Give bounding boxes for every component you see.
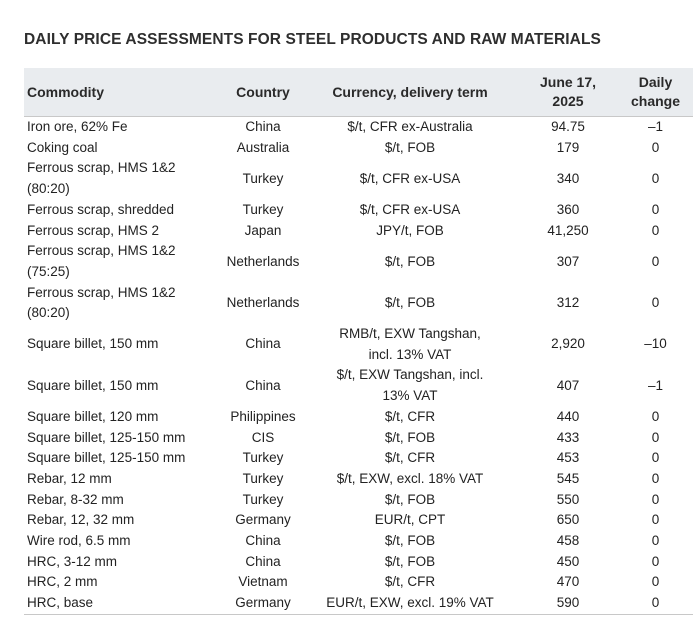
header-date-line1: June 17, (539, 74, 597, 90)
country-cell: Vietnam (238, 574, 288, 590)
currency-cell (302, 469, 518, 490)
currency-cell (302, 158, 518, 199)
commodity-cell-line: Rebar, 12 mm (27, 470, 112, 486)
commodity-cell (24, 365, 224, 406)
commodity-cell-line: HRC, base (27, 595, 94, 611)
table-row (24, 138, 693, 159)
commodity-cell (24, 158, 224, 199)
currency-cell (302, 510, 518, 531)
commodity-cell (24, 531, 224, 552)
currency-cell (302, 552, 518, 573)
commodity-cell (24, 221, 224, 242)
currency-cell-line: $/t, CFR (384, 408, 436, 424)
commodity-cell-line: Square billet, 125-150 mm (27, 450, 186, 466)
table-row (24, 593, 693, 614)
commodity-cell (24, 324, 224, 365)
currency-cell-line: $/t, FOB (384, 139, 436, 155)
currency-cell (302, 531, 518, 552)
country-cell: Turkey (242, 470, 284, 486)
header-row (24, 68, 693, 117)
commodity-cell-line: Square billet, 125-150 mm (27, 429, 186, 445)
table-row (24, 448, 693, 469)
header-daily-change (618, 68, 693, 117)
price-cell: 450 (556, 553, 580, 569)
price-cell: 179 (556, 139, 580, 155)
country-cell: Germany (224, 593, 302, 614)
table-row (24, 490, 693, 511)
currency-cell-line: 13% VAT (382, 388, 438, 404)
table-body (24, 117, 693, 615)
commodity-cell (24, 428, 224, 449)
commodity-cell-line: Wire rod, 6.5 mm (27, 533, 131, 549)
country-cell: China (245, 336, 281, 352)
commodity-cell-line: Coking coal (27, 139, 98, 155)
commodity-cell-line: HRC, 3-12 mm (27, 553, 118, 569)
currency-cell-line: $/t, FOB (384, 294, 436, 310)
currency-cell-line: $/t, CFR (384, 574, 436, 590)
header-change-line2: change (630, 93, 680, 109)
table-header (24, 68, 693, 117)
commodity-cell-line: Square billet, 150 mm (27, 377, 159, 393)
price-cell: 440 (556, 408, 580, 424)
commodity-cell-line: Ferrous scrap, HMS 2 (27, 222, 160, 238)
currency-cell-line: $/t, FOB (384, 429, 436, 445)
country-cell: Japan (244, 222, 282, 238)
table-row (24, 221, 693, 242)
country-cell: Germany (235, 512, 291, 528)
price-cell: 360 (556, 201, 580, 217)
currency-cell (302, 283, 518, 324)
commodity-cell (24, 138, 224, 159)
daily-change-cell: 0 (651, 553, 660, 569)
table-row (24, 283, 693, 324)
table-title: DAILY PRICE ASSESSMENTS FOR STEEL PRODUCTS AND RAW MATERIALS (24, 31, 601, 48)
country-cell: Philippines (230, 408, 296, 424)
country-cell: China (245, 119, 281, 134)
commodity-cell-line: Ferrous scrap, HMS 1&2 (27, 243, 176, 259)
price-cell: 2,920 (551, 336, 585, 352)
country-cell: CIS (251, 429, 275, 445)
header-currency: Currency, delivery term (302, 68, 518, 117)
commodity-cell (24, 117, 224, 138)
table-row (24, 158, 693, 199)
table-row (24, 324, 693, 365)
currency-cell-line: $/t, FOB (384, 533, 436, 549)
table-row (24, 365, 693, 406)
country-cell: Turkey (242, 450, 284, 466)
commodity-cell-line: Iron ore, 62% Fe (27, 119, 128, 134)
header-country: Country (224, 68, 302, 117)
currency-cell (302, 365, 518, 406)
currency-cell-line: $/t, FOB (384, 553, 436, 569)
header-change-line1: Daily (638, 74, 673, 90)
price-cell: 650 (556, 512, 580, 528)
currency-cell (302, 490, 518, 511)
country-cell: Turkey (242, 170, 284, 186)
daily-change-cell: 0 (651, 512, 660, 528)
table-row (24, 572, 693, 593)
currency-cell-line: $/t, CFR ex-USA (359, 170, 461, 186)
country-cell: Australia (236, 139, 290, 155)
commodity-cell (24, 241, 224, 282)
daily-change-cell: –10 (644, 336, 667, 352)
table-row (24, 200, 693, 221)
commodity-cell-line: Square billet, 150 mm (27, 336, 159, 352)
price-table (24, 68, 693, 615)
header-date (518, 68, 618, 117)
currency-cell-line: $/t, EXW Tangshan, incl. (336, 367, 484, 383)
daily-change-cell: 0 (651, 574, 660, 590)
currency-cell-line: RMB/t, EXW Tangshan, (339, 326, 481, 342)
table-row (24, 407, 693, 428)
daily-change-cell: 0 (651, 429, 660, 445)
table-row (24, 117, 693, 138)
table-row (24, 469, 693, 490)
daily-change-cell: 0 (651, 470, 660, 486)
daily-change-cell: –1 (647, 119, 664, 134)
daily-change-cell: 0 (651, 253, 660, 269)
currency-cell (302, 221, 518, 242)
country-cell: Turkey (242, 201, 284, 217)
price-cell: 312 (556, 294, 580, 310)
commodity-cell-line: Ferrous scrap, HMS 1&2 (27, 160, 176, 176)
commodity-cell-line: HRC, 2 mm (27, 574, 98, 590)
commodity-cell (24, 448, 224, 469)
country-cell: Turkey (242, 491, 284, 507)
commodity-cell-line: Rebar, 12, 32 mm (27, 512, 135, 528)
country-cell: China (245, 533, 281, 549)
header-date-line2: 2025 (552, 93, 584, 109)
daily-change-cell: 0 (651, 201, 660, 217)
commodity-cell-line: (80:20) (27, 181, 70, 197)
currency-cell-line: incl. 13% VAT (368, 346, 452, 362)
commodity-cell-line: (75:25) (27, 263, 70, 279)
price-cell: 470 (556, 574, 580, 590)
table-row (24, 510, 693, 531)
country-cell: China (245, 553, 281, 569)
table-row (24, 241, 693, 282)
currency-cell-line: JPY/t, FOB (376, 222, 444, 238)
daily-change-cell: 0 (651, 222, 660, 238)
commodity-cell (24, 200, 224, 221)
commodity-cell (24, 469, 224, 490)
price-cell: 433 (556, 429, 580, 445)
price-cell: 453 (556, 450, 580, 466)
commodity-cell (24, 572, 224, 593)
currency-cell-line: $/t, CFR (384, 450, 436, 466)
daily-change-cell: 0 (618, 593, 693, 614)
commodity-cell (24, 407, 224, 428)
price-cell: 550 (556, 491, 580, 507)
commodity-cell-line: Square billet, 120 mm (27, 408, 159, 424)
daily-change-cell: 0 (651, 294, 660, 310)
daily-change-cell: –1 (647, 377, 664, 393)
commodity-cell-line: (80:20) (27, 305, 70, 321)
commodity-cell (24, 593, 224, 614)
daily-change-cell: 0 (651, 170, 660, 186)
currency-cell (302, 241, 518, 282)
commodity-cell (24, 510, 224, 531)
currency-cell-line: $/t, FOB (384, 491, 436, 507)
currency-cell (302, 324, 518, 365)
commodity-cell-line: Ferrous scrap, shredded (27, 201, 175, 217)
currency-cell (302, 448, 518, 469)
currency-cell (302, 200, 518, 221)
commodity-cell-line: Ferrous scrap, HMS 1&2 (27, 284, 176, 300)
commodity-cell (24, 552, 224, 573)
table-row (24, 552, 693, 573)
country-cell: Netherlands (226, 253, 300, 269)
currency-cell-line: $/t, CFR ex-USA (359, 201, 461, 217)
price-cell: 41,250 (547, 222, 589, 238)
daily-change-cell: 0 (651, 491, 660, 507)
price-cell: 545 (556, 470, 580, 486)
country-cell: Netherlands (226, 294, 300, 310)
commodity-cell (24, 283, 224, 324)
currency-cell (302, 572, 518, 593)
table-row (24, 531, 693, 552)
currency-cell (302, 407, 518, 428)
commodity-cell-line: Rebar, 8-32 mm (27, 491, 124, 507)
currency-cell-line: $/t, FOB (384, 253, 436, 269)
country-cell: China (245, 377, 281, 393)
daily-change-cell: 0 (651, 408, 660, 424)
currency-cell (302, 428, 518, 449)
header-commodity: Commodity (24, 68, 224, 117)
currency-cell-line: $/t, EXW, excl. 18% VAT (336, 470, 484, 486)
price-table-container (24, 68, 693, 615)
currency-cell-line: EUR/t, EXW, excl. 19% VAT (326, 595, 494, 611)
price-cell: 340 (556, 170, 580, 186)
price-cell: 458 (556, 533, 580, 549)
price-cell: 407 (556, 377, 580, 393)
price-cell: 590 (518, 593, 618, 614)
price-cell: 307 (556, 253, 580, 269)
currency-cell (302, 138, 518, 159)
currency-cell (302, 593, 518, 614)
daily-change-cell: 0 (651, 450, 660, 466)
currency-cell-line: $/t, CFR ex-Australia (347, 119, 473, 134)
price-cell: 94.75 (551, 119, 585, 134)
currency-cell-line: EUR/t, CPT (374, 512, 446, 528)
currency-cell (302, 117, 518, 138)
commodity-cell (24, 490, 224, 511)
daily-change-cell: 0 (651, 139, 660, 155)
table-row (24, 428, 693, 449)
daily-change-cell: 0 (651, 533, 660, 549)
